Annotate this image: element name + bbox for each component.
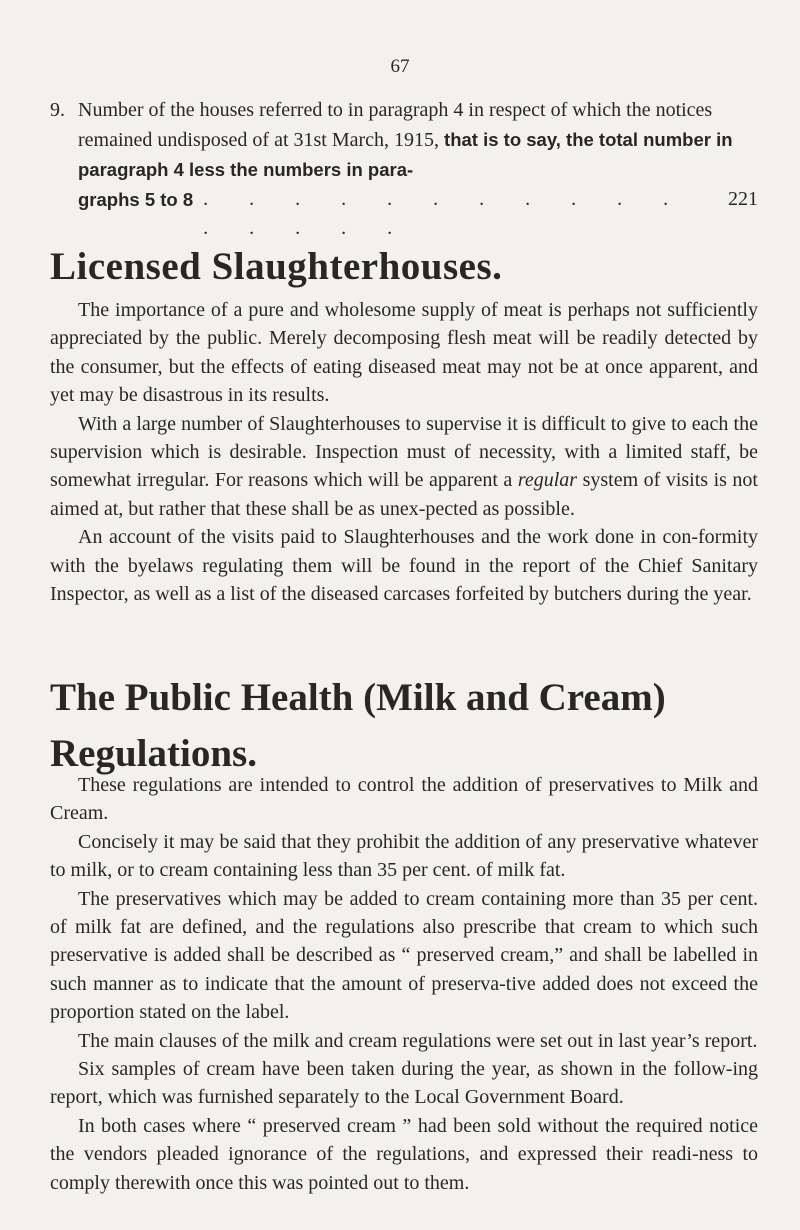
paragraph: The preservatives which may be added to cream containing more than 35 per cent. of milk fat are defined, and the regulations also prescribe that cream to which such preservative is added shall be described as “ preserved cream,” and shall be labelled in such manner as to indicate that the amount of preserva-tive added does not exceed the proportion stated on the label.: [50, 887, 758, 1024]
paragraph: An account of the visits paid to Slaughterhouses and the work done in con-formity with the byelaws regulating them will be found in the report of the Chief Sanitary Inspector, as well as a list of the diseased carcases forfeited by butchers during the year.: [50, 526, 758, 606]
paragraph: In both cases where “ preserved cream ” had been sold without the required notice the vendors pleaded ignorance of the regulations, and expressed their readi-ness to comply therewith once this was pointed out to them.: [50, 1114, 758, 1194]
section-body-slaughterhouses: [50, 296, 758, 608]
paragraph: With a large number of Slaughterhouses to supervise it is difficult to give to each the supervision which is desirable. Inspection must of necessity, with a limited staff, be somewhat irregular. For reasons which will be apparent a regular system of visits is not aimed at, but rather that these shall be as unex-pected as possible.: [50, 412, 758, 520]
section-heading-slaughterhouses: Licensed Slaughterhouses.: [50, 245, 503, 288]
item-value: 221: [728, 188, 758, 210]
paragraph: The main clauses of the milk and cream regulations were set out in last year’s report.: [78, 1029, 758, 1052]
paragraph: Six samples of cream have been taken during the year, as shown in the follow-ing report, which was furnished separately to the Local Government Board.: [50, 1058, 758, 1109]
paragraph: The importance of a pure and wholesome supply of meat is perhaps not sufficiently appreciated by the public. Merely decomposing flesh meat will be readily detected by the consumer, but the effects of eating diseased meat may not be at once apparent, and yet may be disastrous in its results.: [50, 299, 758, 407]
section-body-milk-cream: [50, 771, 758, 1197]
section-heading-milk-cream: The Public Health (Milk and Cream) Regulations.: [50, 676, 666, 775]
item-number: 9.: [50, 99, 65, 121]
item-text: Number of the houses referred to in paragraph 4 in respect of which the notices remained undisposed of at 31st March, 1915,: [78, 99, 713, 151]
item-text-bold: that is to say, the total number in paragraph 4 less the numbers in para-: [78, 129, 733, 180]
item-text-bold-end: graphs 5 to 8: [78, 189, 194, 210]
leader-dots: . . . . . . . . . . . . . . . .: [203, 188, 687, 239]
paragraph: Concisely it may be said that they prohibit the addition of any preservative whatever to milk, or to cream containing less than 35 per cent. of milk fat.: [50, 830, 758, 882]
paragraph: These regulations are intended to control the addition of preservatives to Milk and Cream.: [50, 774, 758, 825]
list-item-9: [50, 96, 758, 243]
emphasis: regular: [517, 469, 578, 492]
page-number: 67: [390, 56, 410, 77]
